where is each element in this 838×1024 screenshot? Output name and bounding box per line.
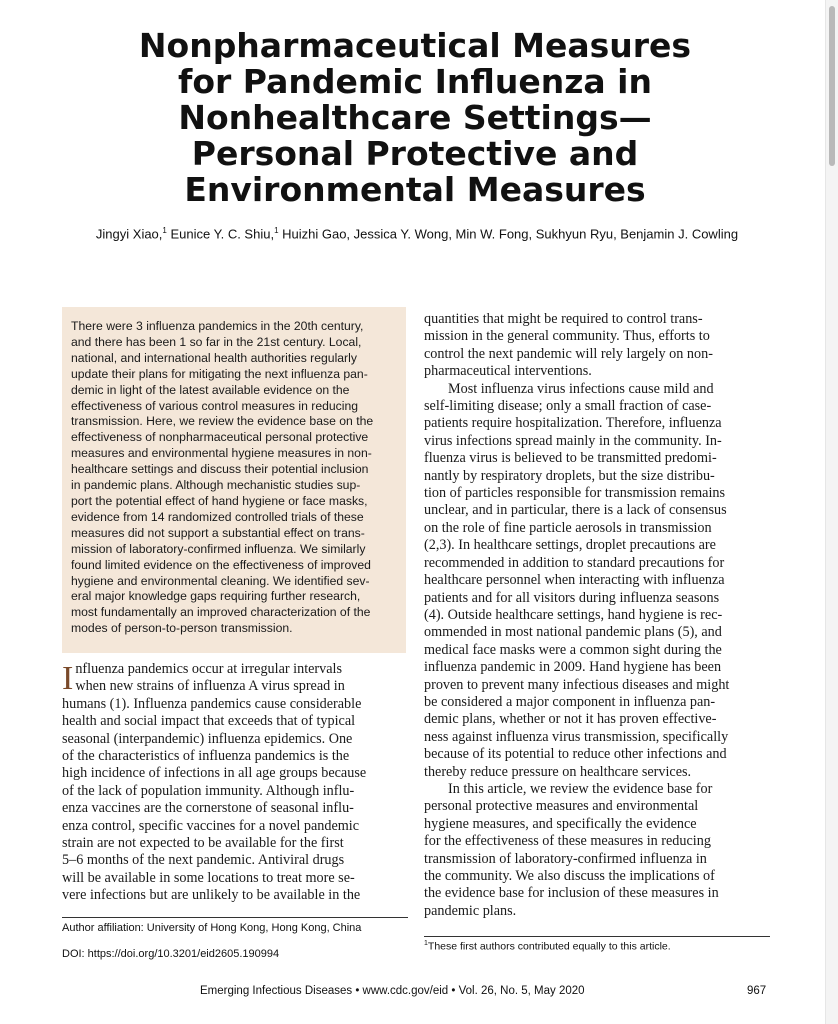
abstract-line: found limited evidence on the effectiveness of improved — [71, 557, 371, 572]
footnote-text: These first authors contributed equally to this article. — [427, 940, 671, 953]
abstract-line: modes of person-to-person transmission. — [71, 621, 293, 636]
body-line: pandemic plans. — [424, 902, 517, 919]
abstract-line: and there has been 1 so far in the 21st century. Local, — [71, 334, 362, 349]
abstract-line: demic in light of the latest available evidence on the — [71, 382, 350, 397]
body-line: because of its potential to reduce other infections and — [424, 746, 727, 763]
body-line: quantities that might be required to control trans- — [424, 311, 703, 327]
title-line: Personal Protective and — [191, 134, 639, 173]
doi-link[interactable]: DOI: https://doi.org/10.3201/eid2605.190994 — [62, 948, 280, 960]
abstract-line: most fundamentally an improved characterization of the — [71, 605, 371, 620]
title-line: Environmental Measures — [184, 170, 646, 209]
body-line: Most influenza virus infections cause mild and — [448, 380, 714, 397]
abstract-box — [62, 307, 406, 653]
body-line: nfluenza pandemics occur at irregular intervals — [75, 661, 343, 677]
body-line: pharmaceutical interventions. — [424, 363, 592, 380]
scrollbar-thumb[interactable] — [829, 6, 835, 166]
body-line: be considered a major component in influenza pan- — [424, 693, 716, 710]
author-name: Jingyi Xiao, — [95, 226, 163, 242]
abstract-line: hygiene and environmental cleaning. We identified sev- — [71, 573, 370, 588]
body-line: medical face masks were a common sight during the — [424, 641, 722, 658]
abstract-line: transmission. Here, we review the evidence base on the — [71, 414, 374, 429]
title-line: for Pandemic Influenza in — [178, 62, 652, 101]
abstract-line: evidence from 14 randomized controlled trials of these — [71, 509, 364, 524]
page-number: 967 — [747, 985, 767, 997]
journal-footer: Emerging Infectious Diseases • www.cdc.gov/eid • Vol. 26, No. 5, May 2020 — [200, 985, 585, 997]
abstract-line: measures did not support a substantial effect on trans- — [71, 525, 365, 540]
abstract-line: There were 3 influenza pandemics in the 20th century, — [71, 319, 364, 333]
article-title — [40, 28, 790, 208]
abstract-line: eral major knowledge gaps requiring further research, — [71, 589, 361, 604]
author-affiliation: Author affiliation: University of Hong Kong, Hong Kong, China — [62, 922, 362, 934]
body-line: self-limiting disease; only a small fraction of case- — [424, 398, 712, 415]
body-column-left — [62, 661, 408, 905]
author-list — [62, 226, 772, 241]
body-line: the evidence base for inclusion of these measures in — [424, 885, 719, 902]
body-line: health and social impact that exceeds that of typical — [62, 713, 356, 730]
body-line: tion of particles responsible for transmission remains — [424, 485, 726, 502]
author-name: Eunice Y. C. Shiu, — [166, 226, 275, 242]
body-line: on the role of fine particle aerosols in transmission — [424, 519, 712, 536]
body-line: transmission of laboratory-confirmed influenza in — [424, 850, 707, 867]
body-line: patients and for all visitors during influenza seasons — [424, 589, 720, 606]
abstract-line: mission of laboratory-confirmed influenza. We similarly — [71, 541, 366, 556]
affiliation-divider — [62, 917, 408, 918]
title-line: Nonpharmaceutical Measures — [138, 26, 692, 65]
body-line: the community. We also discuss the implications of — [424, 868, 715, 884]
body-line: nantly by respiratory droplets, but the size distribu- — [424, 467, 715, 484]
body-line: patients require hospitalization. Therefore, influenza — [424, 415, 722, 432]
abstract-line: in pandemic plans. Although mechanistic studies sup- — [71, 478, 361, 493]
abstract-line: update their plans for mitigating the next influenza pan- — [71, 366, 368, 381]
body-line: hygiene measures, and specifically the evidence — [424, 815, 697, 832]
body-line: mission in the general community. Thus, efforts to — [424, 328, 710, 345]
body-line: will be available in some locations to treat more se- — [62, 869, 355, 886]
body-line: when new strains of influenza A virus spread in — [75, 678, 345, 695]
body-line: influenza pandemic in 2009. Hand hygiene has been — [424, 659, 722, 676]
body-line: fluenza virus is believed to be transmitted predomi- — [424, 450, 717, 467]
abstract-line: port the potential effect of hand hygiene or face masks, — [71, 493, 368, 508]
body-line: healthcare personnel when interacting with influenza — [424, 572, 725, 589]
body-line: ness against influenza virus transmission, specifically — [424, 728, 729, 745]
footnote-divider — [424, 936, 770, 937]
body-line: strain are not expected to be available for the first — [62, 835, 344, 852]
body-line: 5–6 months of the next pandemic. Antiviral drugs — [62, 852, 345, 869]
footnote — [424, 940, 671, 953]
body-line: virus infections spread mainly in the community. In- — [424, 432, 722, 449]
body-column-right — [424, 311, 770, 920]
abstract-line: effectiveness of various control measures in reducing — [71, 398, 359, 413]
author-footnote-mark: 1 — [162, 226, 167, 235]
author-names-rest: Huizhi Gao, Jessica Y. Wong, Min W. Fong, Sukhyun Ryu, Benjamin J. Cowling — [278, 226, 739, 242]
body-line: vere infections but are unlikely to be available in the — [62, 887, 361, 904]
title-line: Nonhealthcare Settings— — [178, 98, 652, 137]
body-line: for the effectiveness of these measures in reducing — [424, 833, 711, 850]
abstract-line: national, and international health authorities regularly — [71, 350, 357, 365]
body-line: demic plans, whether or not it has proven effective- — [424, 711, 717, 728]
body-line: ommended in most national pandemic plans (5), and — [424, 624, 722, 641]
footnote-mark: 1 — [424, 940, 428, 947]
body-line: high incidence of infections in all age groups because — [62, 765, 367, 782]
abstract-line: measures and environmental hygiene measures in non- — [71, 446, 372, 461]
body-line: unclear, and in particular, there is a lack of consensus — [424, 502, 727, 519]
abstract-line: effectiveness of nonpharmaceutical personal protective — [71, 430, 369, 445]
drop-cap: I — [62, 660, 74, 697]
body-line: personal protective measures and environmental — [424, 798, 699, 815]
body-line: (2,3). In healthcare settings, droplet precautions are — [424, 537, 716, 554]
body-line: of the lack of population immunity. Although influ- — [62, 782, 355, 799]
abstract-line: healthcare settings and discuss their potential inclusion — [71, 462, 369, 477]
page-scrollbar[interactable] — [825, 0, 838, 1024]
body-line: humans (1). Influenza pandemics cause considerable — [62, 695, 362, 712]
body-line: thereby reduce pressure on healthcare services. — [424, 763, 692, 780]
body-line: (4). Outside healthcare settings, hand hygiene is rec- — [424, 606, 723, 623]
body-line: seasonal (interpandemic) influenza epidemics. One — [62, 730, 353, 747]
body-line: recommended in addition to standard precautions for — [424, 554, 725, 571]
body-line: of the characteristics of influenza pandemics is the — [62, 748, 350, 765]
body-line: In this article, we review the evidence base for — [448, 780, 713, 797]
body-line: enza vaccines are the cornerstone of seasonal influ- — [62, 800, 354, 817]
body-line: control the next pandemic will rely largely on non- — [424, 345, 713, 362]
body-line: enza control, specific vaccines for a novel pandemic — [62, 817, 360, 834]
body-line: proven to prevent many infectious diseases and might — [424, 676, 730, 693]
author-footnote-mark: 1 — [274, 226, 279, 235]
